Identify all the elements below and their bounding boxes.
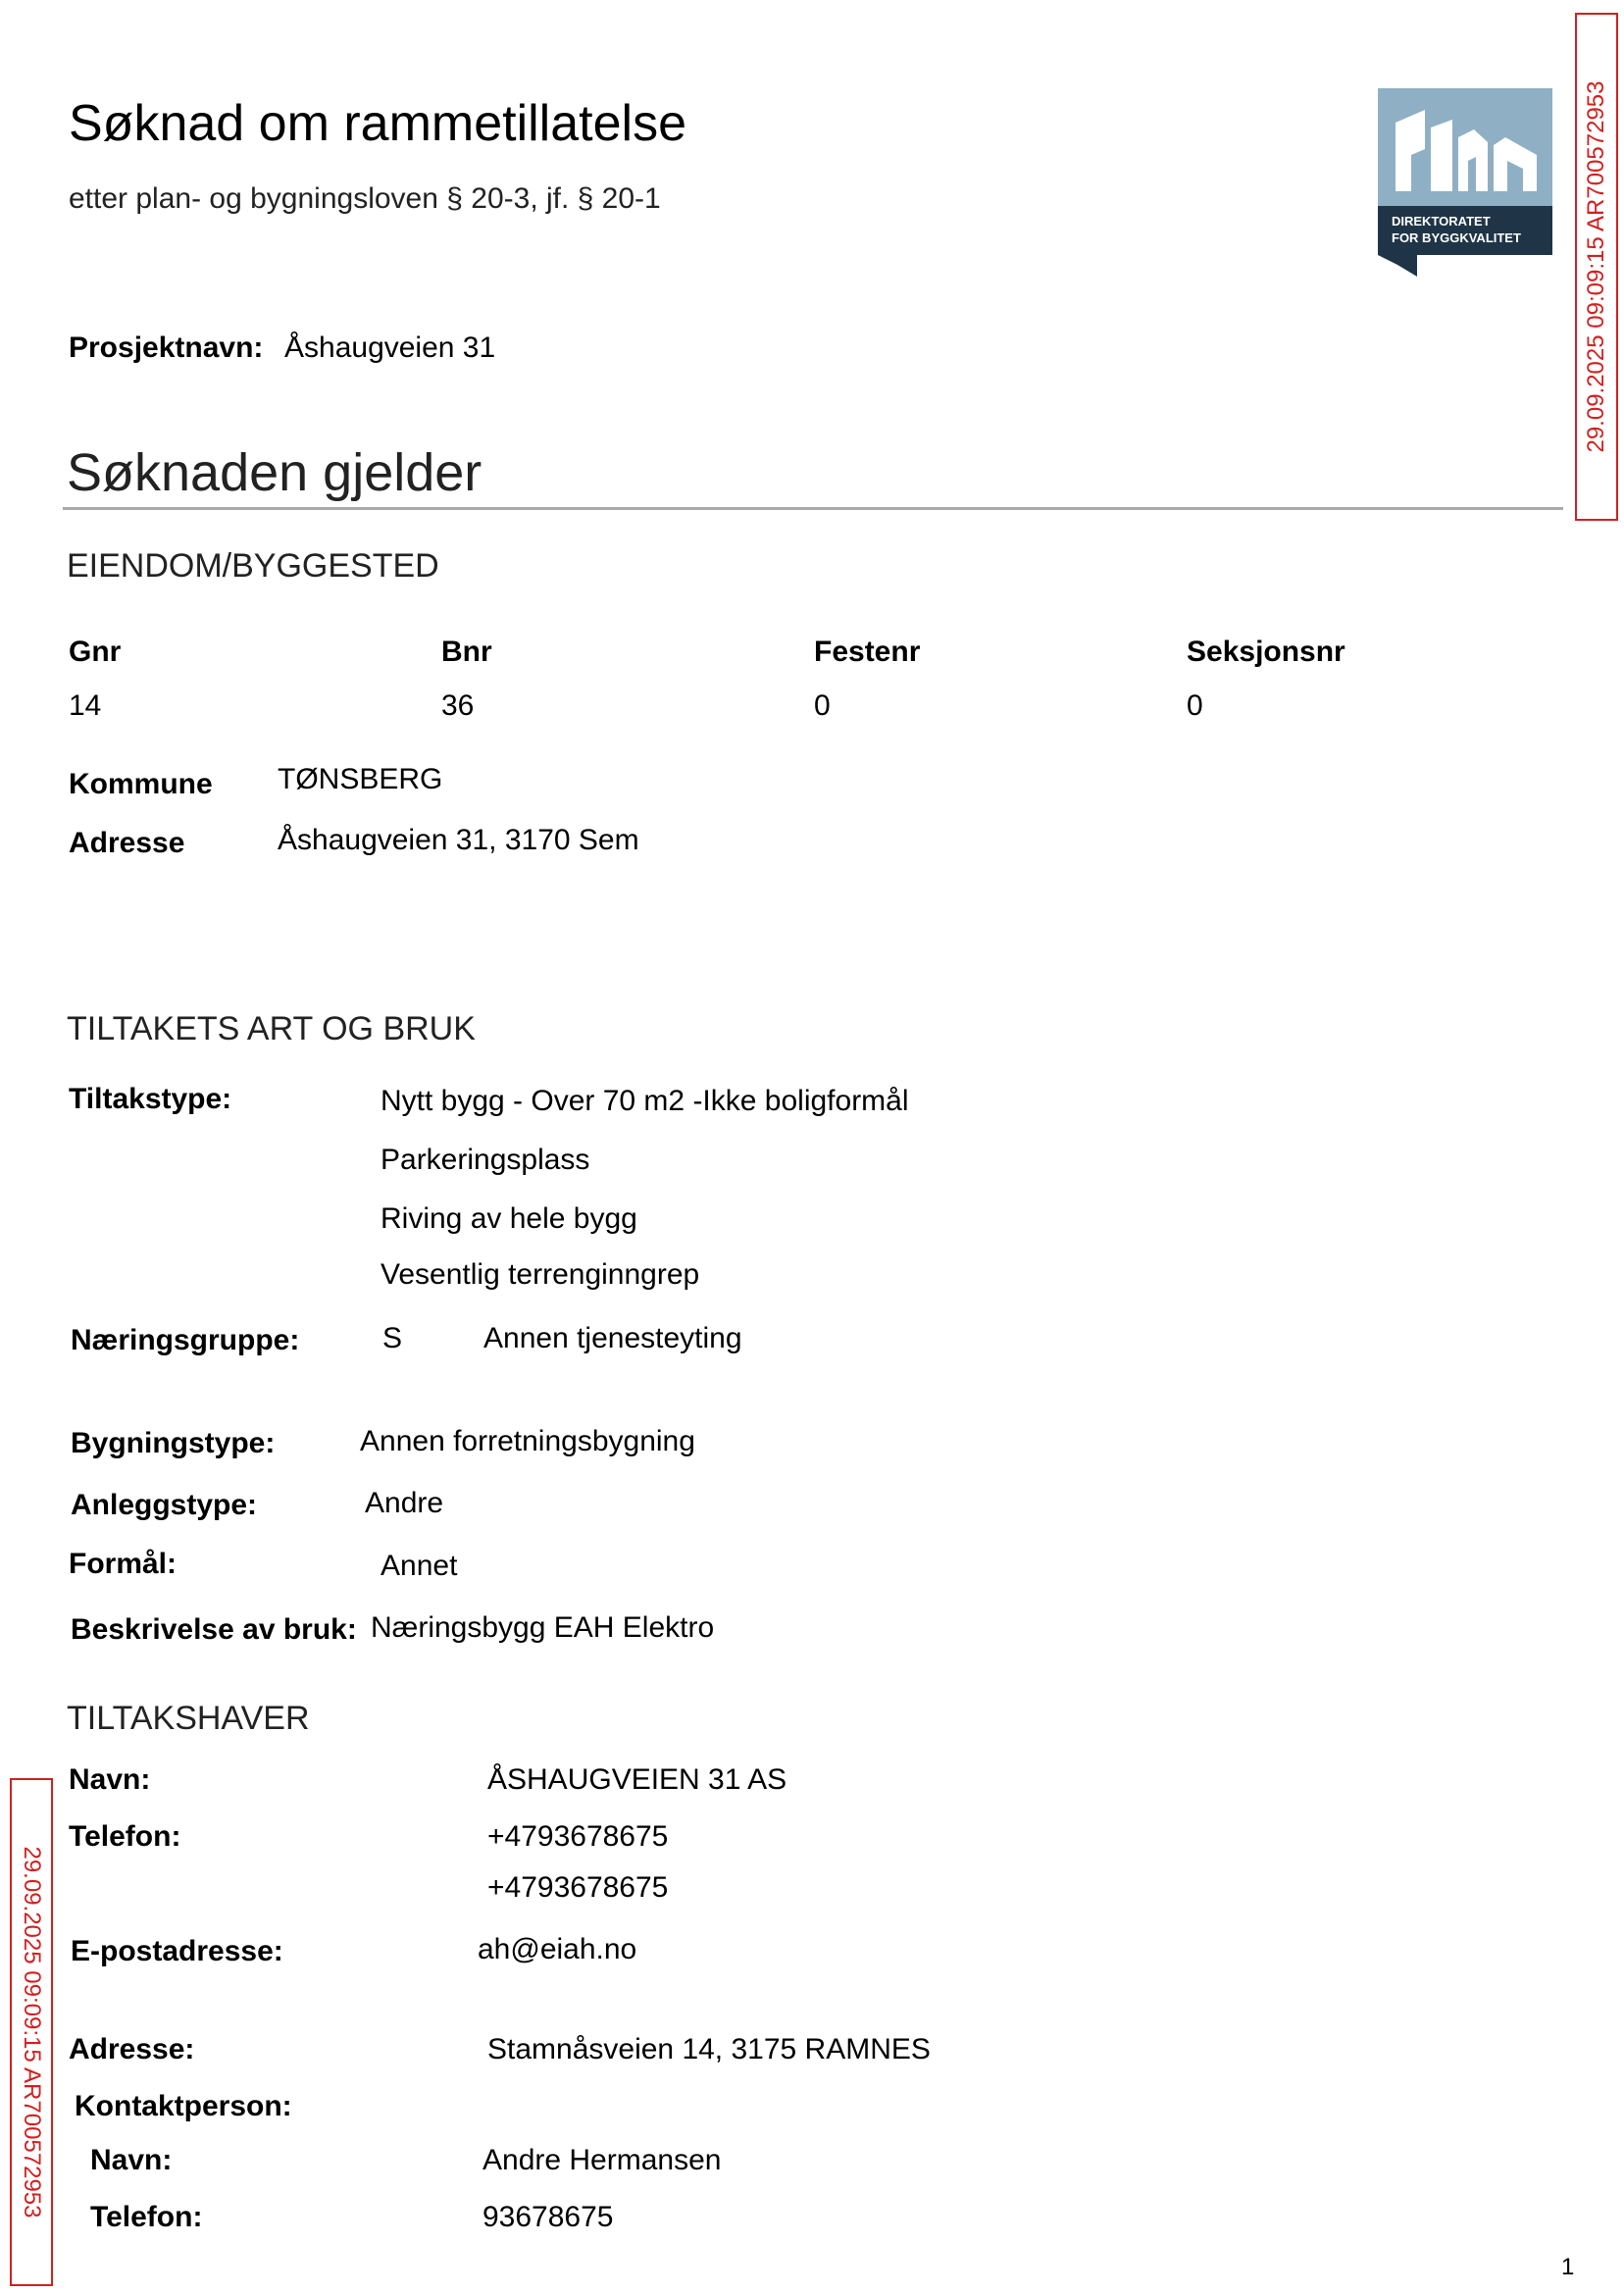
document-subtitle: etter plan- og bygningsloven § 20-3, jf. § 20-1 bbox=[69, 182, 661, 215]
project-name-value: Åshaugveien 31 bbox=[284, 331, 496, 364]
anleggstype-label: Anleggstype: bbox=[71, 1489, 258, 1521]
tiltakstype-value-3: Riving av hele bygg bbox=[381, 1202, 637, 1235]
section-title: Søknaden gjelder bbox=[67, 443, 482, 502]
archive-stamp-bottom bbox=[10, 1778, 53, 2286]
anleggstype-value: Andre bbox=[365, 1487, 444, 1519]
adresse-value: Åshaugveien 31, 3170 Sem bbox=[278, 824, 639, 856]
archive-stamp-top bbox=[1575, 13, 1618, 521]
tiltakshaver-telefon-label: Telefon: bbox=[69, 1820, 181, 1853]
gnr-label: Gnr bbox=[69, 636, 122, 668]
tiltakshaver-telefon-value-1: +4793678675 bbox=[487, 1820, 669, 1853]
bnr-label: Bnr bbox=[441, 636, 492, 668]
tiltakshaver-navn-value: ÅSHAUGVEIEN 31 AS bbox=[487, 1763, 787, 1796]
seksjonsnr-label: Seksjonsnr bbox=[1187, 636, 1345, 668]
epost-label: E-postadresse: bbox=[71, 1935, 283, 1967]
tiltakshaver-adresse-label: Adresse: bbox=[69, 2033, 195, 2065]
archive-stamp-top-text: 29.09.2025 09:09:15 AR700572953 bbox=[1583, 80, 1609, 453]
tiltakshaver-heading: TILTAKSHAVER bbox=[67, 1700, 310, 1737]
tiltakstype-value-2: Parkeringsplass bbox=[381, 1144, 590, 1176]
kommune-label: Kommune bbox=[69, 768, 213, 800]
naeringsgruppe-value: Annen tjenesteyting bbox=[483, 1322, 742, 1354]
festenr-label: Festenr bbox=[814, 636, 921, 668]
page-number: 1 bbox=[1561, 2254, 1575, 2280]
kontaktperson-telefon-label: Telefon: bbox=[90, 2201, 203, 2233]
tiltakshaver-navn-label: Navn: bbox=[69, 1763, 151, 1796]
archive-stamp-bottom-text: 29.09.2025 09:09:15 AR700572953 bbox=[19, 1846, 45, 2218]
kontaktperson-telefon-value: 93678675 bbox=[482, 2201, 614, 2233]
naeringsgruppe-code: S bbox=[382, 1322, 403, 1354]
formaal-value: Annet bbox=[381, 1550, 458, 1582]
festenr-value: 0 bbox=[814, 689, 831, 722]
formaal-label: Formål: bbox=[69, 1548, 178, 1580]
bygningstype-value: Annen forretningsbygning bbox=[360, 1425, 695, 1457]
beskrivelse-label: Beskrivelse av bruk: bbox=[71, 1613, 357, 1646]
seksjonsnr-value: 0 bbox=[1187, 689, 1203, 722]
kontaktperson-navn-label: Navn: bbox=[90, 2144, 173, 2176]
section-divider bbox=[63, 507, 1563, 510]
bygningstype-label: Bygningstype: bbox=[71, 1427, 276, 1459]
tiltakstype-value-1: Nytt bygg - Over 70 m2 -Ikke boligformål bbox=[381, 1085, 909, 1117]
tiltak-heading: TILTAKETS ART OG BRUK bbox=[67, 1010, 476, 1047]
tiltakstype-value-4: Vesentlig terrenginngrep bbox=[381, 1258, 700, 1291]
logo-text-line1: DIREKTORATET bbox=[1392, 214, 1491, 229]
tiltakshaver-adresse-value: Stamnåsveien 14, 3175 RAMNES bbox=[487, 2033, 931, 2065]
adresse-label: Adresse bbox=[69, 827, 185, 859]
naeringsgruppe-label: Næringsgruppe: bbox=[71, 1324, 300, 1356]
kontaktperson-navn-value: Andre Hermansen bbox=[482, 2144, 722, 2176]
dibk-logo bbox=[1378, 88, 1552, 277]
beskrivelse-value: Næringsbygg EAH Elektro bbox=[371, 1611, 715, 1644]
tiltakstype-label: Tiltakstype: bbox=[69, 1083, 232, 1115]
eiendom-heading: EIENDOM/BYGGESTED bbox=[67, 547, 439, 585]
bnr-value: 36 bbox=[441, 689, 475, 722]
tiltakshaver-telefon-value-2: +4793678675 bbox=[487, 1871, 669, 1904]
document-title: Søknad om rammetillatelse bbox=[69, 95, 686, 152]
gnr-value: 14 bbox=[69, 689, 102, 722]
logo-text-line2: FOR BYGGKVALITET bbox=[1392, 230, 1521, 245]
epost-value: ah@eiah.no bbox=[478, 1933, 637, 1965]
kontaktperson-label: Kontaktperson: bbox=[75, 2090, 292, 2122]
kommune-value: TØNSBERG bbox=[278, 763, 443, 795]
project-name-label: Prosjektnavn: bbox=[69, 331, 264, 364]
